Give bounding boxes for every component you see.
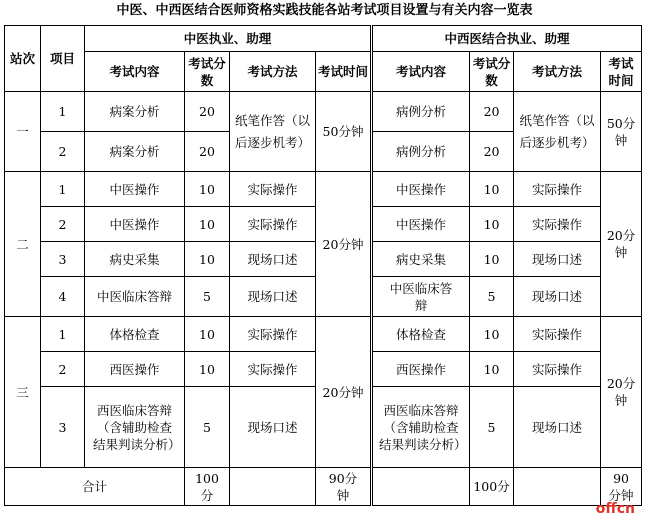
item-no: 3 xyxy=(41,242,85,277)
item-no: 1 xyxy=(41,92,85,132)
total-b-time: 90分钟 xyxy=(601,468,642,506)
total-a-score: 100分 xyxy=(185,468,230,506)
a-method: 现场口述 xyxy=(230,242,316,277)
b-score: 10 xyxy=(470,242,514,277)
group-a-header: 中医执业、助理 xyxy=(85,26,372,52)
b-method: 实际操作 xyxy=(514,352,601,387)
a-method: 实际操作 xyxy=(230,172,316,207)
b-score: 10 xyxy=(470,207,514,242)
b-method: 实际操作 xyxy=(514,317,601,352)
item-no: 4 xyxy=(41,277,85,317)
a-score: 10 xyxy=(185,172,230,207)
b-score: 5 xyxy=(470,387,514,468)
a-content: 中医操作 xyxy=(85,207,185,242)
b-content: 西医操作 xyxy=(372,352,470,387)
table-row xyxy=(5,92,642,132)
b-content-header: 考试内容 xyxy=(372,52,470,92)
b-method: 实际操作 xyxy=(514,172,601,207)
a-content-header: 考试内容 xyxy=(85,52,185,92)
exam-table xyxy=(4,25,642,506)
a-time: 50分钟 xyxy=(316,92,372,172)
b-time: 20分钟 xyxy=(601,172,642,317)
a-content: 病史采集 xyxy=(85,242,185,277)
b-score: 20 xyxy=(470,92,514,132)
b-content: 中医操作 xyxy=(372,172,470,207)
a-method: 现场口述 xyxy=(230,387,316,468)
a-score: 10 xyxy=(185,317,230,352)
b-method: 现场口述 xyxy=(514,277,601,317)
a-method: 实际操作 xyxy=(230,207,316,242)
a-method: 实际操作 xyxy=(230,317,316,352)
a-method: 现场口述 xyxy=(230,277,316,317)
item-no: 1 xyxy=(41,317,85,352)
b-content: 中医操作 xyxy=(372,207,470,242)
a-score: 20 xyxy=(185,92,230,132)
watermark-logo: offcn xyxy=(595,501,635,517)
total-a-time: 90分钟 xyxy=(316,468,372,506)
item-no: 2 xyxy=(41,132,85,172)
item-no: 2 xyxy=(41,352,85,387)
total-a-blank xyxy=(230,468,316,506)
b-score: 5 xyxy=(470,277,514,317)
a-score: 10 xyxy=(185,207,230,242)
item-no: 3 xyxy=(41,387,85,468)
a-method-header: 考试方法 xyxy=(230,52,316,92)
b-content: 体格检查 xyxy=(372,317,470,352)
a-method: 实际操作 xyxy=(230,352,316,387)
table-row xyxy=(5,172,642,207)
a-content: 病案分析 xyxy=(85,92,185,132)
b-content: 病史采集 xyxy=(372,242,470,277)
b-content: 中医临床答辩 xyxy=(372,277,470,317)
b-score-header: 考试分数 xyxy=(470,52,514,92)
table-row xyxy=(5,317,642,352)
a-content: 西医临床答辩（含辅助检查结果判读分析） xyxy=(85,387,185,468)
b-time-header: 考试时间 xyxy=(601,52,642,92)
a-content: 西医操作 xyxy=(85,352,185,387)
a-content: 病案分析 xyxy=(85,132,185,172)
b-method: 纸笔作答（以后逐步机考） xyxy=(514,92,601,172)
b-content: 病例分析 xyxy=(372,132,470,172)
total-b-blank xyxy=(372,468,470,506)
a-score: 20 xyxy=(185,132,230,172)
b-score: 10 xyxy=(470,352,514,387)
b-method-header: 考试方法 xyxy=(514,52,601,92)
a-score: 5 xyxy=(185,277,230,317)
a-method: 纸笔作答（以后逐步机考） xyxy=(230,92,316,172)
a-score: 10 xyxy=(185,242,230,277)
b-score: 10 xyxy=(470,317,514,352)
page-title: 中医、中西医结合医师资格实践技能各站考试项目设置与有关内容一览表 xyxy=(116,3,533,18)
station-label: 三 xyxy=(5,317,41,468)
a-score-header: 考试分数 xyxy=(185,52,230,92)
item-header: 项目 xyxy=(41,26,85,92)
total-row xyxy=(5,468,642,506)
b-score: 10 xyxy=(470,172,514,207)
a-time-header: 考试时间 xyxy=(316,52,372,92)
item-no: 2 xyxy=(41,207,85,242)
a-score: 5 xyxy=(185,387,230,468)
group-b-header: 中西医结合执业、助理 xyxy=(372,26,642,52)
station-label: 二 xyxy=(5,172,41,317)
total-b-score: 100分 xyxy=(470,468,514,506)
b-time: 20分钟 xyxy=(601,317,642,468)
a-time: 20分钟 xyxy=(316,172,372,317)
total-label: 合计 xyxy=(5,468,185,506)
station-header: 站次 xyxy=(5,26,41,92)
b-time: 50分钟 xyxy=(601,92,642,172)
item-no: 1 xyxy=(41,172,85,207)
a-content: 体格检查 xyxy=(85,317,185,352)
b-score: 20 xyxy=(470,132,514,172)
a-content: 中医临床答辩 xyxy=(85,277,185,317)
a-score: 10 xyxy=(185,352,230,387)
b-content: 西医临床答辩（含辅助检查结果判读分析） xyxy=(372,387,470,468)
b-method: 现场口述 xyxy=(514,242,601,277)
a-time: 20分钟 xyxy=(316,317,372,468)
b-method: 实际操作 xyxy=(514,207,601,242)
a-content: 中医操作 xyxy=(85,172,185,207)
b-content: 病例分析 xyxy=(372,92,470,132)
total-b-blank-2 xyxy=(514,468,601,506)
station-label: 一 xyxy=(5,92,41,172)
b-method: 现场口述 xyxy=(514,387,601,468)
